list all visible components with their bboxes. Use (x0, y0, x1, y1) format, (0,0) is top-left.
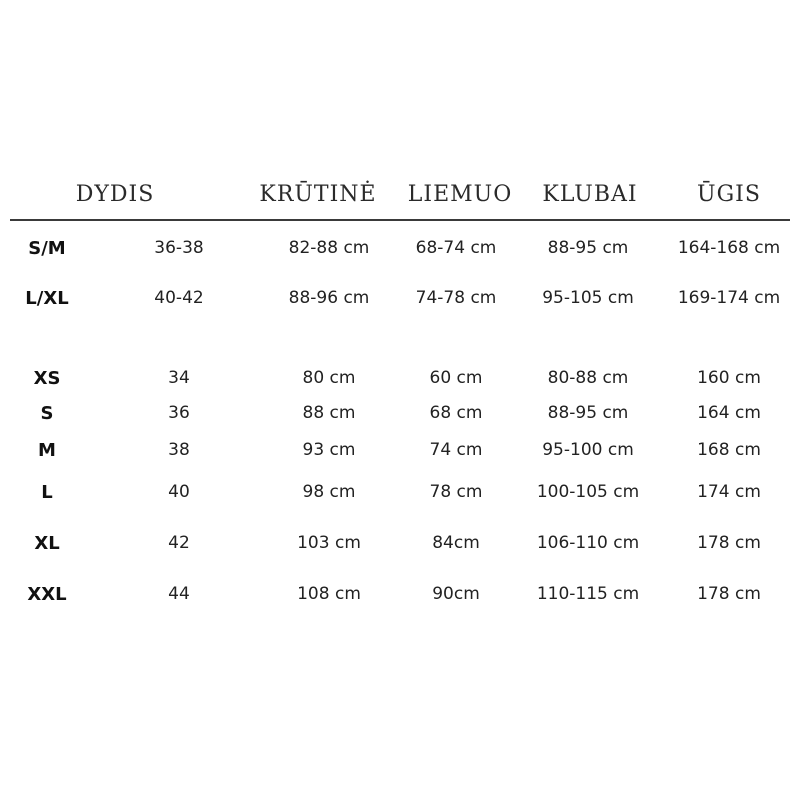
table-row (0, 403, 800, 427)
waist-value: 74 cm (429, 440, 483, 460)
height-value: 169-174 cm (677, 288, 781, 308)
waist-value: 60 cm (429, 368, 483, 388)
hips-value: 106-110 cm (536, 533, 640, 553)
height-value: 178 cm (697, 584, 761, 604)
table-row (0, 368, 800, 392)
numeric-size: 34 (168, 368, 190, 388)
height-value: 178 cm (697, 533, 761, 553)
numeric-size: 38 (168, 440, 190, 460)
chest-value: 108 cm (297, 584, 361, 604)
height-value: 174 cm (697, 482, 761, 502)
table-row (0, 584, 800, 608)
waist-value: 68 cm (429, 403, 483, 423)
chest-value: 98 cm (302, 482, 356, 502)
header-ugis: ŪGIS (697, 182, 761, 207)
header-liemuo: LIEMUO (407, 182, 513, 207)
size-label: S (40, 403, 54, 424)
header-krutine: KRŪTINĖ (259, 182, 377, 207)
height-value: 160 cm (697, 368, 761, 388)
chest-value: 88-96 cm (288, 288, 370, 308)
waist-value: 78 cm (429, 482, 483, 502)
numeric-size: 36 (168, 403, 190, 423)
waist-value: 74-78 cm (415, 288, 497, 308)
chest-value: 80 cm (302, 368, 356, 388)
size-label: XXL (27, 584, 67, 605)
table-row (0, 238, 800, 262)
numeric-size: 36-38 (154, 238, 204, 258)
chest-value: 103 cm (297, 533, 361, 553)
size-label: XS (33, 368, 61, 389)
hips-value: 80-88 cm (547, 368, 629, 388)
numeric-size: 44 (168, 584, 190, 604)
header-dydis: DYDIS (75, 182, 155, 207)
hips-value: 95-105 cm (542, 288, 634, 308)
numeric-size: 40 (168, 482, 190, 502)
hips-value: 100-105 cm (536, 482, 640, 502)
table-row (0, 482, 800, 506)
size-label: L/XL (25, 288, 69, 309)
numeric-size: 40-42 (154, 288, 204, 308)
height-value: 168 cm (697, 440, 761, 460)
waist-value: 84cm (432, 533, 480, 553)
chest-value: 88 cm (302, 403, 356, 423)
table-row (0, 288, 800, 312)
chest-value: 82-88 cm (288, 238, 370, 258)
hips-value: 95-100 cm (542, 440, 634, 460)
header-klubai: KLUBAI (542, 182, 638, 207)
hips-value: 88-95 cm (547, 238, 629, 258)
chest-value: 93 cm (302, 440, 356, 460)
height-value: 164 cm (697, 403, 761, 423)
size-label: M (38, 440, 56, 461)
size-label: L (41, 482, 53, 503)
table-row (0, 533, 800, 557)
hips-value: 88-95 cm (547, 403, 629, 423)
table-row (0, 440, 800, 464)
header-divider (10, 219, 790, 221)
waist-value: 90cm (432, 584, 480, 604)
waist-value: 68-74 cm (415, 238, 497, 258)
hips-value: 110-115 cm (536, 584, 640, 604)
size-label: XL (34, 533, 60, 554)
height-value: 164-168 cm (677, 238, 781, 258)
numeric-size: 42 (168, 533, 190, 553)
size-label: S/M (28, 238, 66, 259)
